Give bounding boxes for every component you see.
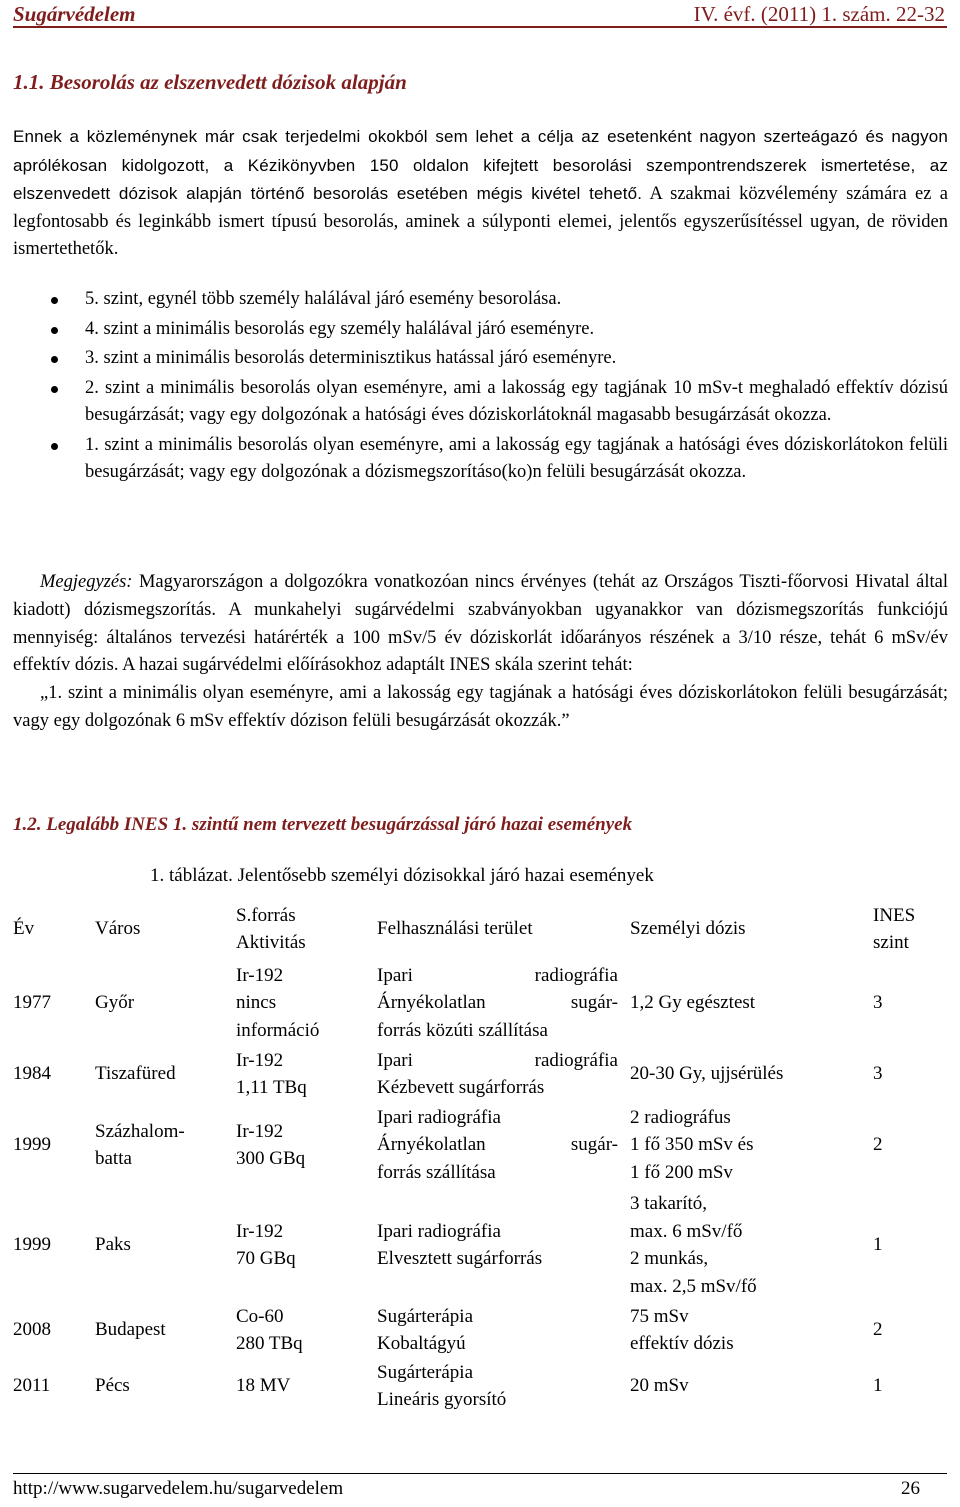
cell-dozis: 20-30 Gy, ujjsérülés bbox=[630, 1063, 784, 1085]
col-header-dozis: Személyi dózis bbox=[630, 918, 746, 940]
cell-line: 3 takarító, bbox=[630, 1193, 708, 1214]
note-paragraph bbox=[13, 569, 948, 680]
cell-forras bbox=[236, 960, 377, 1046]
cell-terulet bbox=[377, 1188, 630, 1302]
cell-line: 1,11 TBq bbox=[236, 1077, 307, 1098]
col-header-forras-line: Aktivitás bbox=[236, 932, 306, 953]
cell-line: 300 GBq bbox=[236, 1148, 306, 1169]
cell-forras: 18 MV bbox=[236, 1375, 291, 1397]
cell-line: Sugárterápia bbox=[377, 1305, 474, 1327]
cell-forras bbox=[236, 1188, 377, 1302]
cell-line: max. 2,5 mSv/fő bbox=[630, 1275, 757, 1297]
cell-line: Ir-192 bbox=[236, 964, 284, 986]
cell-line: Elvesztett sugárforrás bbox=[377, 1248, 543, 1269]
cell-ines: 3 bbox=[873, 992, 883, 1014]
note-quote: „1. szint a minimális olyan eseményre, ami a lakosság egy tagjának a hatósági éves dóziskorlátokon felüli besugárzását; vagy egy dolgozónak 6 mSv effektív dózison felüli besugárzását okozzák.” bbox=[13, 683, 948, 731]
bullet-icon bbox=[51, 356, 58, 363]
note-block bbox=[13, 569, 948, 736]
cell-line: forrás közúti szállítása bbox=[377, 1019, 548, 1041]
bullet-icon bbox=[51, 327, 58, 334]
cell-forras bbox=[236, 1046, 377, 1102]
page-number: 26 bbox=[901, 1478, 920, 1499]
cell-varos: Paks bbox=[95, 1234, 131, 1256]
cell-line: 75 mSv bbox=[630, 1305, 689, 1327]
cell-ines: 3 bbox=[873, 1063, 883, 1085]
cell-terulet bbox=[377, 960, 630, 1046]
cell-ines: 1 bbox=[873, 1375, 883, 1397]
list-item bbox=[13, 432, 948, 487]
cell-line: információ bbox=[236, 1019, 320, 1041]
section-title-1-1: 1.1. Besorolás az elszenvedett dózisok alapján bbox=[13, 70, 407, 94]
page-header bbox=[13, 0, 947, 28]
footer-divider bbox=[13, 1473, 947, 1474]
table-row bbox=[13, 1046, 948, 1102]
list-item bbox=[13, 286, 948, 314]
cell-varos: Győr bbox=[95, 992, 135, 1014]
list-item bbox=[13, 375, 948, 430]
section-title-1-2: 1.2. Legalább INES 1. szintű nem tervezett besugárzással járó hazai események bbox=[13, 814, 633, 835]
col-header-forras bbox=[236, 898, 377, 960]
list-item bbox=[13, 345, 948, 373]
cell-dozis bbox=[630, 1188, 873, 1302]
cell-line: max. 6 mSv/fő bbox=[630, 1220, 743, 1242]
bullet-icon bbox=[51, 443, 58, 450]
note-text: Magyarországon a dolgozókra vonatkozóan nincs érvényes (tehát az Országos Tiszti-főorvosi Hivatal által kiadott) dózismegszorítás. A munkahelyi sugárvédelmi szabványokban ugyanakkor van dózismegszorítás funkciójú mennyiség: általános tervezési határérték a 100 mSv/5 év dóziskorlát időarányos részének a 3/10 része, tehát 6 mSv/év effektív dózis. A hazai sugárvédelmi előírásokhoz adaptált INES skála szerint tehát: bbox=[13, 572, 948, 676]
cell-line: Kobaltágyú bbox=[377, 1333, 466, 1354]
cell-line: Lineáris gyorsító bbox=[377, 1389, 507, 1410]
cell-line: effektív dózis bbox=[630, 1333, 734, 1354]
cell-line: Ir-192 bbox=[236, 1120, 284, 1142]
cell-line: nincs bbox=[236, 992, 277, 1014]
col-header-ines bbox=[873, 898, 948, 960]
intro-paragraph bbox=[13, 123, 948, 264]
cell-dozis: 20 mSv bbox=[630, 1375, 689, 1397]
list-item-text: 3. szint a minimális besorolás determinisztikus hatással járó eseményre. bbox=[85, 348, 617, 368]
table-row bbox=[13, 1358, 948, 1414]
journal-name: Sugárvédelem bbox=[13, 2, 136, 26]
cell-line: Ipari radiográfia bbox=[377, 1049, 618, 1071]
col-header-forras-line: S.forrás bbox=[236, 904, 296, 926]
col-header-ines-line: szint bbox=[873, 932, 909, 953]
events-table bbox=[13, 898, 948, 1414]
list-item-text: 2. szint a minimális besorolás olyan eseményre, ami a lakosság egy tagjának 10 mSv-t meghaladó effektív dózisú besugárzását; vagy egy dolgozónak a hatósági éves dóziskorlátoknál magasabb besugárzását okozza. bbox=[85, 377, 948, 425]
cell-line: Százhalom- bbox=[95, 1120, 185, 1142]
table-row bbox=[13, 960, 948, 1046]
cell-forras bbox=[236, 1102, 377, 1188]
cell-dozis bbox=[630, 1102, 873, 1188]
issue-info: IV. évf. (2011) 1. szám. 22-32 bbox=[693, 2, 945, 26]
cell-line: 70 GBq bbox=[236, 1248, 296, 1269]
intro-text-serif: A szakmai közvélemény számára ez a legfontosabb és leginkább ismert típusú besorolás, aminek a súlyponti elemei, jelentős egyszerűsítéssel ugyan, de röviden ismertethetők. bbox=[13, 184, 948, 259]
cell-line: 2 radiográfus bbox=[630, 1106, 731, 1128]
cell-ev: 1977 bbox=[13, 992, 51, 1014]
list-item-text: 1. szint a minimális besorolás olyan eseményre, ami a lakosság egy tagjának a hatósági éves dóziskorlátokon felüli besugárzását; vagy egy dolgozónak a dózismegszorításo(ko)n felüli besugárzását okozza. bbox=[85, 434, 948, 482]
cell-dozis bbox=[630, 1302, 873, 1358]
cell-line: 280 TBq bbox=[236, 1333, 303, 1354]
bullet-icon bbox=[51, 386, 58, 393]
table-row bbox=[13, 1102, 948, 1188]
cell-dozis: 1,2 Gy egésztest bbox=[630, 992, 756, 1014]
cell-ev: 1999 bbox=[13, 1134, 51, 1156]
cell-line: batta bbox=[95, 1148, 132, 1169]
cell-forras bbox=[236, 1302, 377, 1358]
cell-ines: 1 bbox=[873, 1234, 883, 1256]
cell-ines: 2 bbox=[873, 1319, 883, 1341]
cell-line: Kézbevett sugárforrás bbox=[377, 1077, 545, 1098]
cell-terulet bbox=[377, 1302, 630, 1358]
footer-url-link[interactable]: http://www.sugarvedelem.hu/sugarvedelem bbox=[13, 1478, 344, 1499]
cell-line: 1 fő 200 mSv bbox=[630, 1161, 733, 1183]
col-header-ev: Év bbox=[13, 918, 35, 940]
cell-ev: 1984 bbox=[13, 1063, 51, 1085]
bullet-icon bbox=[51, 297, 58, 304]
ines-level-list bbox=[13, 286, 948, 489]
col-header-terulet: Felhasználási terület bbox=[377, 918, 533, 940]
cell-terulet bbox=[377, 1102, 630, 1188]
cell-line: Ir-192 bbox=[236, 1220, 284, 1242]
table-header-row bbox=[13, 898, 948, 960]
cell-ev: 2011 bbox=[13, 1375, 51, 1397]
intro-text-sans: Ennek a közleménynek már csak terjedelmi okokból sem lehet a célja az esetenként nagyon szerteágazó és nagyon aprólékosan kidolgozott, a Kézikönyvben 150 oldalon kifejtett besorolási szempontrendszerek ismertetése, az elszenvedett dózisok alapján történő besorolás esetében mégis kivétel tehető. bbox=[13, 127, 948, 203]
cell-ines: 2 bbox=[873, 1134, 883, 1156]
table-row bbox=[13, 1188, 948, 1302]
cell-varos: Pécs bbox=[95, 1375, 130, 1397]
cell-line: Sugárterápia bbox=[377, 1361, 474, 1383]
col-header-varos: Város bbox=[95, 918, 141, 940]
table-row bbox=[13, 1302, 948, 1358]
cell-terulet bbox=[377, 1358, 630, 1414]
cell-line: Ipari radiográfia bbox=[377, 964, 618, 986]
cell-varos: Budapest bbox=[95, 1319, 166, 1341]
col-header-ines-line: INES bbox=[873, 904, 916, 926]
list-item bbox=[13, 316, 948, 344]
cell-varos bbox=[95, 1102, 236, 1188]
cell-line: Ir-192 bbox=[236, 1049, 284, 1071]
cell-varos: Tiszafüred bbox=[95, 1063, 176, 1085]
cell-line: Ipari radiográfia bbox=[377, 1106, 501, 1128]
cell-line: 2 munkás, bbox=[630, 1248, 709, 1269]
cell-line: Ipari radiográfia bbox=[377, 1220, 501, 1242]
cell-line: Árnyékolatlan sugár- bbox=[377, 992, 618, 1014]
cell-ev: 2008 bbox=[13, 1319, 51, 1341]
note-label: Megjegyzés: bbox=[40, 572, 133, 592]
cell-line: forrás szállítása bbox=[377, 1161, 496, 1183]
cell-line: 1 fő 350 mSv és bbox=[630, 1134, 754, 1156]
cell-terulet bbox=[377, 1046, 630, 1102]
list-item-text: 5. szint, egynél több személy halálával járó esemény besorolása. bbox=[85, 289, 562, 309]
cell-ev: 1999 bbox=[13, 1234, 51, 1256]
cell-line: Co-60 bbox=[236, 1305, 284, 1327]
cell-line: Árnyékolatlan sugár- bbox=[377, 1134, 618, 1156]
table-caption: 1. táblázat. Jelentősebb személyi dózisokkal járó hazai események bbox=[150, 865, 654, 886]
list-item-text: 4. szint a minimális besorolás egy személy halálával járó eseményre. bbox=[85, 318, 595, 339]
